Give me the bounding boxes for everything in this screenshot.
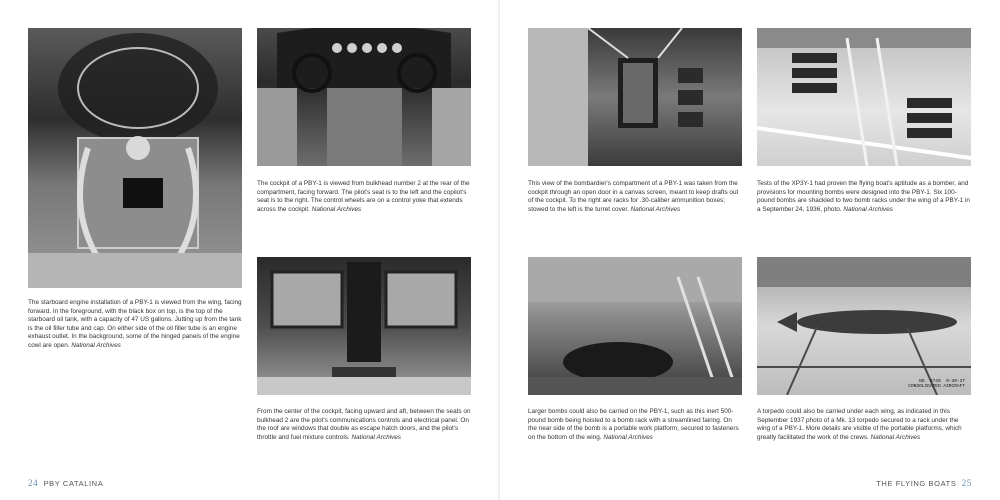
page-number: 24 xyxy=(28,478,39,488)
right-folio xyxy=(876,478,972,488)
running-head: THE FLYING BOATS xyxy=(876,479,957,488)
cockpit-upward-photo xyxy=(257,257,471,395)
running-head: PBY CATALINA xyxy=(43,479,104,488)
right-page xyxy=(500,0,1000,500)
left-folio xyxy=(28,478,103,488)
cockpit-forward-caption: The cockpit of a PBY-1 is viewed from bulkhead number 2 at the rear of the compartment, facing forward. The pilot's seat is to the left and the copilot's seat is to the right. The control wheels are on a control yoke that extends across the cockpit. National Archives xyxy=(257,180,470,213)
engine-photo-caption: The starboard engine installation of a PBY-1 is viewed from the wing, facing forward. In the foreground, with the black box on top, is the top of the starboard oil tank, with a capacity of 47 US gallons. Jutting up from the tank is the oil filler tube and cap. On either side of the oil filler tube is an engine exhaust outlet. In the background, some of the hinged panels of the engine cowl are open. National Archives xyxy=(28,299,242,349)
large-bomb-caption: Larger bombs could also be carried on the PBY-1, such as this inert 500-pound bomb being hoisted to a bomb rack with a streamlined fairing. On the near side of the bomb is a portable work platform, secured to fasteners on the bottom of the wing. National Archives xyxy=(528,408,739,441)
engine-installation-photo xyxy=(28,28,242,288)
large-bomb-photo xyxy=(528,257,742,395)
torpedo-caption: A torpedo could also be carried under each wing, as indicated in this September 1937 photo of a Mk. 13 torpedo secured to a rack under the wing of a PBY-1. More details are visible of the portable platforms, which greatly facilitated the work of the crews. National Archives xyxy=(757,408,962,441)
bomb-racks-photo xyxy=(757,28,971,166)
bombardier-caption: This view of the bombardier's compartment of a PBY-1 was taken from the cockpit through an open door in a canvas screen, meant to keep drafts out of the cockpit. To the right are racks for .30-caliber ammunition boxes; stowed to the left is the turret cover. National Archives xyxy=(528,180,739,213)
cockpit-forward-photo xyxy=(257,28,471,166)
page-number: 25 xyxy=(961,478,972,488)
bomb-racks-caption: Tests of the XP3Y-1 had proven the flying boat's aptitude as a bomber, and provisions for mounting bombs were designed into the PBY-1. Six 100-pound bombs are shackled to two bomb racks under the wing of a PBY-1 in a September 24, 1936, photo. National Archives xyxy=(757,180,970,213)
bombardier-compartment-photo xyxy=(528,28,742,166)
torpedo-photo xyxy=(757,257,971,395)
cockpit-upward-caption: From the center of the cockpit, facing upward and aft, between the seats on bulkhead 2 are the pilot's communications controls and electrical panel. On the roof are windows that double as escape hatch doors, and the pilot's throttle and fuel mixture controls. National Archives xyxy=(257,408,471,441)
photo-stamp: NO. 6749 9-30-37 CONSOLIDATED AIRCRAFT xyxy=(908,379,965,389)
